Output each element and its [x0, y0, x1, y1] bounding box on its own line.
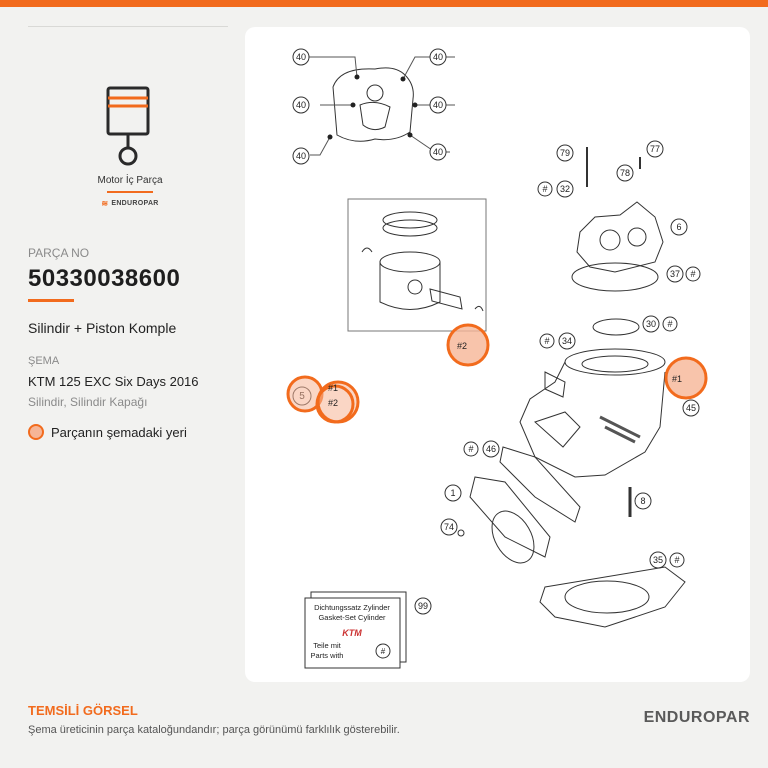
top-accent-bar: [0, 0, 768, 7]
callout-label: 40: [432, 100, 444, 110]
callout-label: 37: [669, 269, 681, 279]
part-number-underline: [28, 299, 74, 302]
schema-label: ŞEMA: [28, 355, 60, 367]
callout-label: 99: [417, 601, 429, 611]
location-legend: [28, 424, 187, 440]
base-gasket: [540, 567, 685, 627]
o-ring: [593, 319, 639, 335]
gasket-set-brand: KTM: [342, 628, 362, 638]
brand-small-text: ENDUROPAR: [111, 199, 159, 207]
cylinder-body: [520, 349, 665, 477]
legend-marker-icon: [28, 424, 44, 440]
callout-hash: #: [542, 184, 548, 194]
brand-small: [70, 199, 190, 208]
callout-group-40: [293, 49, 446, 164]
footer-note: Şema üreticinin parça kataloğundandır; parça görünümü farklılık gösterebilir.: [28, 724, 400, 736]
callout-label: 79: [559, 148, 571, 158]
callout-label: 77: [649, 144, 661, 154]
marker-label: #2: [456, 341, 468, 351]
legend-text: Parçanın şemadaki yeri: [51, 424, 187, 440]
submodel-name: Silindir, Silindir Kapağı: [28, 395, 148, 409]
callout-label: 1: [450, 488, 456, 498]
callout-label: 30: [645, 319, 657, 329]
callout-label: 46: [485, 444, 497, 454]
gasket-set-line2: Gasket-Set Cylinder: [318, 613, 386, 622]
exploded-view-drawing: [245, 27, 750, 682]
marker-label: #2: [327, 398, 339, 408]
piston-icon: [105, 85, 155, 167]
callout-label: 78: [619, 168, 631, 178]
piston-box: [348, 199, 486, 331]
part-number-label: PARÇA NO: [28, 246, 90, 260]
callout-label: 8: [640, 496, 646, 506]
callout-label: 6: [676, 222, 682, 232]
gasket-set-line3: Teile mit: [313, 641, 341, 650]
model-name: KTM 125 EXC Six Days 2016: [28, 374, 199, 389]
footer-brand: ENDUROPAR: [643, 709, 750, 726]
callout-label: 40: [295, 151, 307, 161]
callout-hash: #: [690, 269, 696, 279]
callout-hash: #: [544, 336, 550, 346]
callout-hash: #: [667, 319, 673, 329]
category-caption: Motor İç Parça: [97, 175, 163, 186]
part-number: 50330038600: [28, 265, 181, 292]
gasket-set-line1: Dichtungssatz Zylinder: [314, 603, 390, 612]
callout-label: 35: [652, 555, 664, 565]
side-gaskets: [458, 447, 580, 570]
callout-label: 34: [561, 336, 573, 346]
location-markers: [288, 325, 706, 422]
callout-label: 40: [432, 147, 444, 157]
callout-label: 40: [295, 52, 307, 62]
callout-label: 40: [295, 100, 307, 110]
part-name: Silindir + Piston Komple: [28, 320, 177, 336]
parts-diagram: [245, 27, 750, 682]
callout-group: [293, 141, 700, 614]
brand-mark-icon: ≋: [101, 198, 109, 208]
category-logo: [70, 85, 190, 208]
marker-label: #1: [671, 374, 683, 384]
gasket-set-hash: #: [380, 647, 386, 656]
footer-title: TEMSİLİ GÖRSEL: [28, 703, 138, 718]
callout-label: 45: [685, 403, 697, 413]
callout-hash: #: [468, 444, 474, 454]
callout-hash: #: [674, 555, 680, 565]
callout-label: 32: [559, 184, 571, 194]
gasket-set-box: [305, 592, 406, 668]
cylinder-head: [572, 147, 663, 291]
header-divider: [28, 26, 228, 27]
callout-label: 40: [432, 52, 444, 62]
callout-label: 74: [443, 522, 455, 532]
marker-label: #1: [327, 383, 339, 393]
gasket-set-line4: Parts with: [310, 651, 344, 660]
caption-underline: [107, 191, 153, 193]
